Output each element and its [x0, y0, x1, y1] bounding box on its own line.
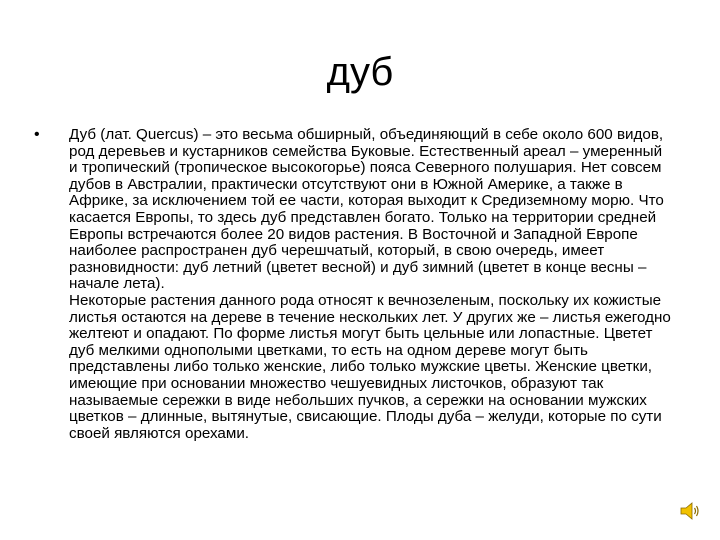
bullet-marker: • [34, 126, 40, 143]
bullet-text [69, 127, 674, 442]
paragraph-2: Некоторые растения данного рода относят к вечнозеленым, поскольку их кожистые листья остаются на дереве в течение нескольких лет. У других же – листья ежегодно желтеют и опадают. По форме листья могут быть цельные или лопастные. Цветет дуб мелкими однополыми цветками, то есть на одном дереве могут быть представлены либо только женские, либо только мужские цветы. Женские цветки, имеющие при основании множество чешуевидных листочков, образуют так называемые сережки в виде небольших пучков, а сережки на основании мужских цветков – длинные, вытянутые, свисающие. Плоды дуба – желуди, которые по сути своей являются орехами. [69, 291, 671, 442]
slide-title: дуб [326, 50, 394, 94]
slide-content [34, 127, 674, 442]
paragraph-1: Дуб (лат. Quercus) – это весьма обширный, объединяющий в себе около 600 видов, род деревьев и кустарников семейства Буковые. Естественный ареал – умеренный и тропический (тропическое высокогорье) пояса Северного полушария. Нет совсем дубов в Австралии, практически отсутствуют они в Южной Америке, а также в Африке, за исключением той ее части, которая выходит к Средиземному морю. Что касается Европы, то здесь дуб представлен богато. Только на территории средней Европы встречаются более 20 видов растения. В Восточной и Западной Европе наиболее распространен дуб черешчатый, который, в свою очередь, имеет разновидности: дуб летний (цветет весной) и дуб зимний (цветет в конце весны – начале лета). [69, 126, 664, 293]
speaker-icon[interactable] [680, 501, 702, 521]
